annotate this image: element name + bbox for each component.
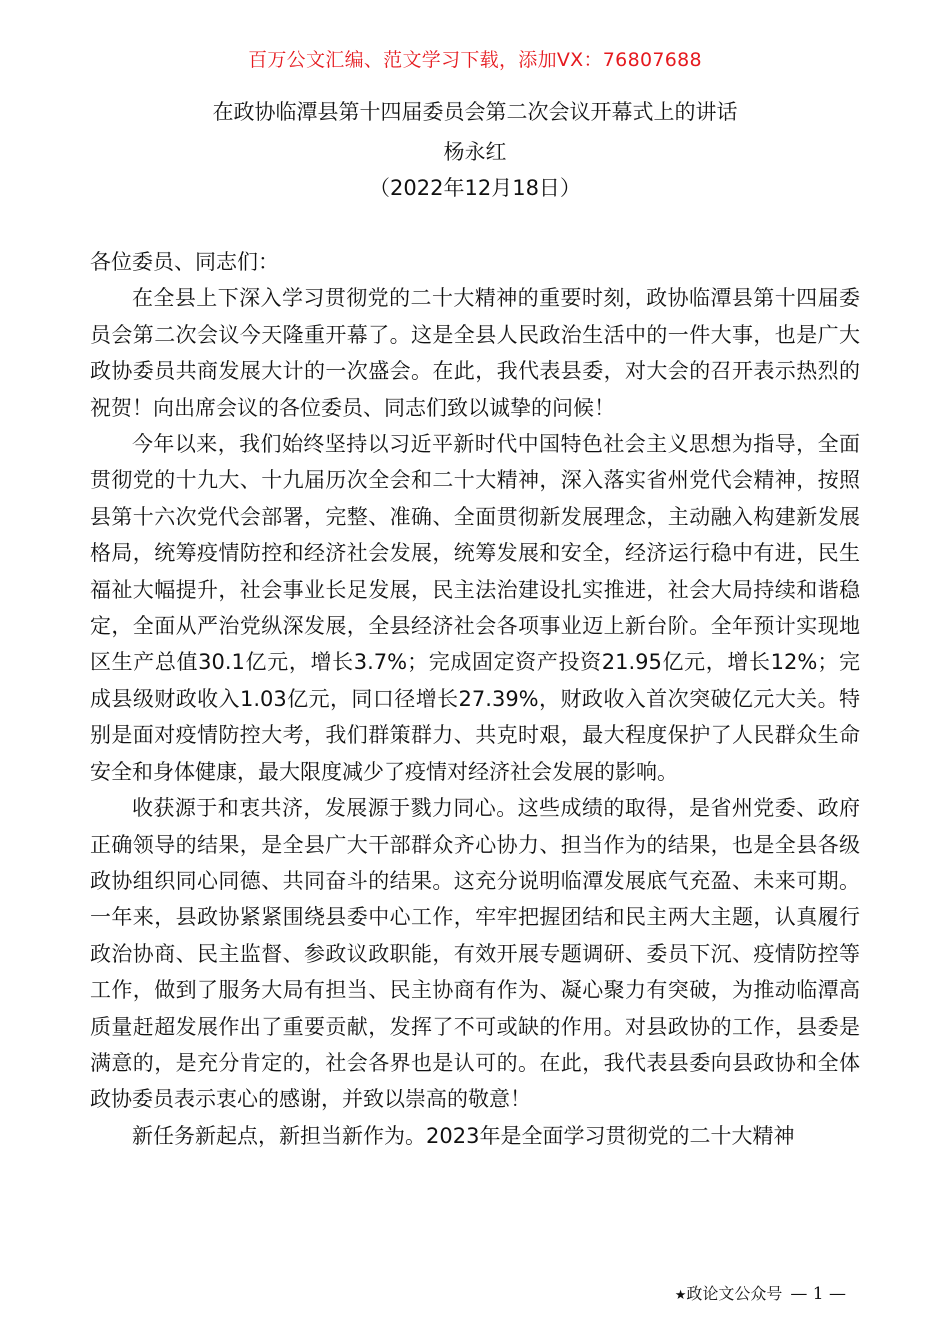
body-paragraph: 在全县上下深入学习贯彻党的二十大精神的重要时刻，政协临潭县第十四届委员会第二次会议今天隆重开幕了。这是全县人民政治生活中的一件大事，也是广大政协委员共商发展大计的一次盛会。在此，我代表县委，对大会的召开表示热烈的祝贺！向出席会议的各位委员、同志们致以诚挚的问候！ xyxy=(90,286,860,420)
speech-date: （2022年12月18日） xyxy=(369,176,581,200)
body-paragraph: 新任务新起点，新担当新作为。2023年是全面学习贯彻党的二十大精神 xyxy=(132,1123,795,1148)
document-title: 在政协临潭县第十四届委员会第二次会议开幕式上的讲话 xyxy=(212,100,738,124)
body-paragraph: 今年以来，我们始终坚持以习近平新时代中国特色社会主义思想为指导，全面贯彻党的十九大、十九届历次全会和二十大精神，深入落实省州党代会精神，按照县第十六次党代会部署，完整、准确、全面贯彻新发展理念，主动融入构建新发展格局，统筹疫情防控和经济社会发展，统筹发展和安全，经济运行稳中有进，民生福祉大幅提升，社会事业长足发展，民主法治建设扎实推进，社会大局持续和谐稳定，全面从严治党纵深发展，全县经济社会各项事业迈上新台阶。全年预计实现地区生产总值30.1亿元，增长3.7%；完成固定资产投资21.95亿元，增长12%；完成县级财政收入1.03亿元，同口径增长27.39%，财政收入首次突破亿元大关。特别是面对疫情防控大考，我们群策群力、共克时艰，最大程度保护了人民群众生命安全和身体健康，最大限度减少了疫情对经济社会发展的影响。 xyxy=(90,432,860,784)
header-banner: 百万公文汇编、范文学习下载，添加VX：76807688 xyxy=(248,49,702,71)
page-footer xyxy=(675,1283,846,1307)
document-body xyxy=(90,244,860,1154)
greeting: 各位委员、同志们： xyxy=(90,250,279,274)
star-icon: ★ xyxy=(674,1288,687,1303)
page-number: — 1 — xyxy=(790,1284,846,1304)
body-paragraph: 收获源于和衷共济，发展源于戮力同心。这些成绩的取得，是省州党委、政府正确领导的结果，是全县广大干部群众齐心协力、担当作为的结果，也是全县各级政协组织同心同德、共同奋斗的结果。这充分说明临潭发展底气充盈、未来可期。一年来，县政协紧紧围绕县委中心工作，牢牢把握团结和民主两大主题，认真履行政治协商、民主监督、参政议政职能，有效开展专题调研、委员下沉、疫情防控等工作，做到了服务大局有担当、民主协商有作为、凝心聚力有突破，为推动临潭高质量赶超发展作出了重要贡献，发挥了不可或缺的作用。对县政协的工作，县委是满意的，是充分肯定的，社会各界也是认可的。在此，我代表县委向县政协和全体政协委员表示衷心的感谢，并致以崇高的敬意！ xyxy=(90,796,860,1112)
footer-label: 政论文公众号 xyxy=(686,1284,783,1303)
author-name: 杨永红 xyxy=(443,140,507,164)
